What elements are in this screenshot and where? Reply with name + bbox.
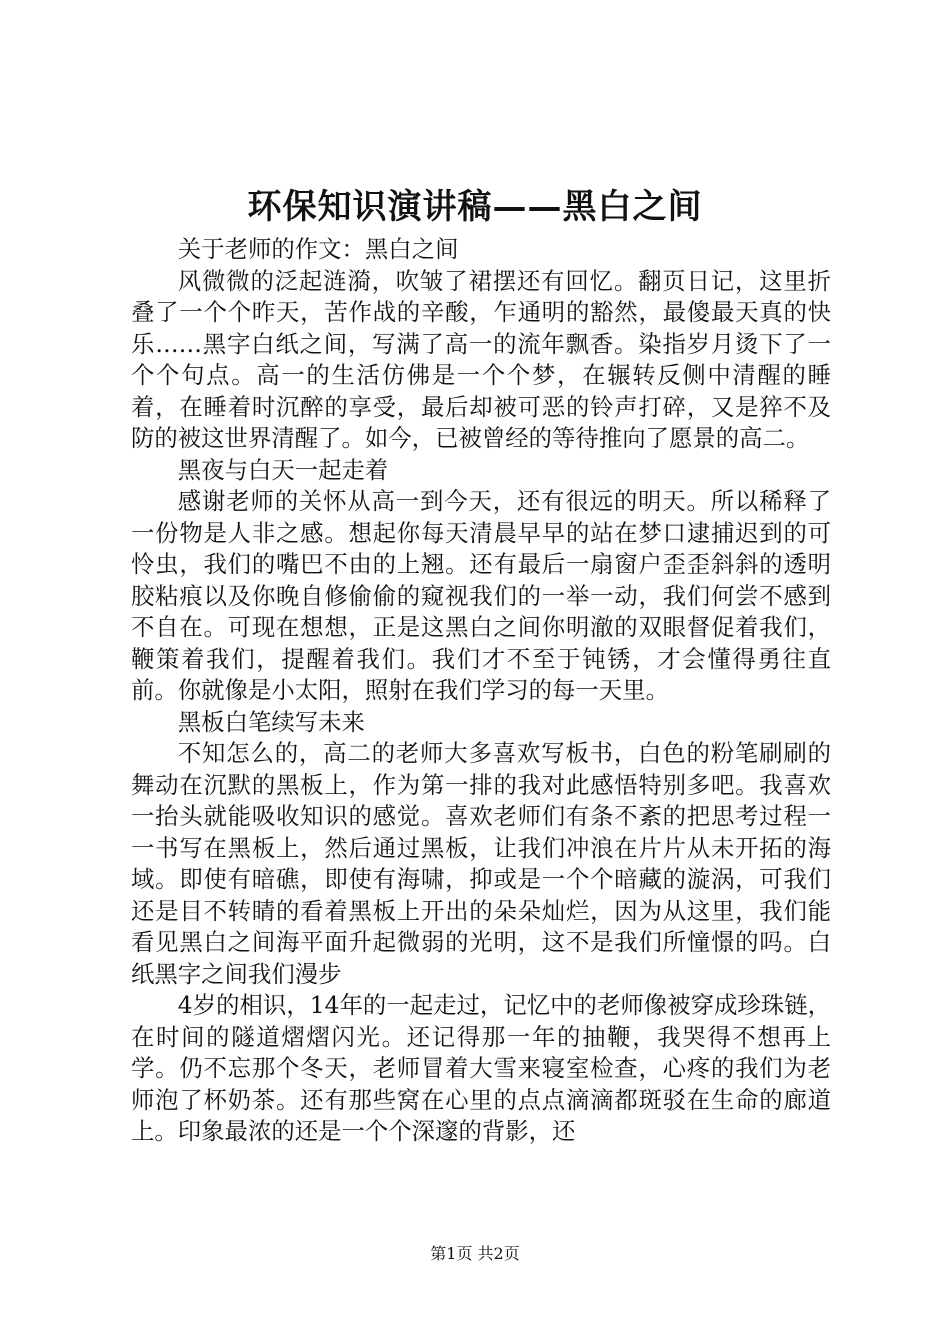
section-heading: 黑板白笔续写未来: [177, 707, 365, 736]
paragraph: 4岁的相识，14年的一起走过，记忆中的老师像被穿成珍珠链，在时间的隧道熠熠闪光。还记得那一年的抽鞭，我哭得不想再上学。仍不忘那个冬天，老师冒着大雪来寝室检查，心疼的我们为老师泡了杯奶茶。还有那些窝在心里的点点滴滴都斑驳在生命的廊道上。印象最浓的还是一个个深邃的背影，还: [131, 991, 831, 1145]
document-body: [131, 234, 831, 1148]
document-title: 环保知识演讲稿——黑白之间: [247, 187, 703, 227]
paragraph: 关于老师的作文：黑白之间: [177, 235, 459, 263]
paragraph: 风微微的泛起涟漪，吹皱了裙摆还有回忆。翻页日记，这里折叠了一个个昨天，苦作战的辛酸，乍通明的豁然，最傻最天真的快乐……黑字白纸之间，写满了高一的流年飘香。染指岁月烫下了一个个句点。高一的生活仿佛是一个个梦，在辗转反侧中清醒的睡着，在睡着时沉醉的享受，最后却被可恶的铃声打碎，又是猝不及防的被这世界清醒了。如今，已被曾经的等待推向了愿景的高二。: [131, 266, 831, 452]
paragraph: 感谢老师的关怀从高一到今天，还有很远的明天。所以稀释了一份物是人非之感。想起你每天清晨早早的站在梦口逮捕迟到的可怜虫，我们的嘴巴不由的上翘。还有最后一扇窗户歪歪斜斜的透明胶粘痕以及你晚自修偷偷的窥视我们的一举一动，我们何尝不感到不自在。可现在想想，正是这黑白之间你明澈的双眼督促着我们，鞭策着我们，提醒着我们。我们才不至于钝锈，才会懂得勇往直前。你就像是小太阳，照射在我们学习的每一天里。: [131, 487, 831, 704]
section-heading: 黑夜与白天一起走着: [177, 455, 389, 484]
page-footer: 第1页 共2页: [430, 1244, 520, 1263]
paragraph: 不知怎么的，高二的老师大多喜欢写板书，白色的粉笔刷刷的舞动在沉默的黑板上，作为第一排的我对此感悟特别多吧。我喜欢一抬头就能吸收知识的感觉。喜欢老师们有条不紊的把思考过程一一书写在黑板上，然后通过黑板，让我们冲浪在片片从未开拓的海域。即使有暗礁，即使有海啸，抑或是一个个暗藏的漩涡，可我们还是目不转睛的看着黑板上开出的朵朵灿烂，因为从这里，我们能看见黑白之间海平面升起微弱的光明，这不是我们所憧憬的吗。白纸黑字之间我们漫步: [131, 739, 831, 988]
